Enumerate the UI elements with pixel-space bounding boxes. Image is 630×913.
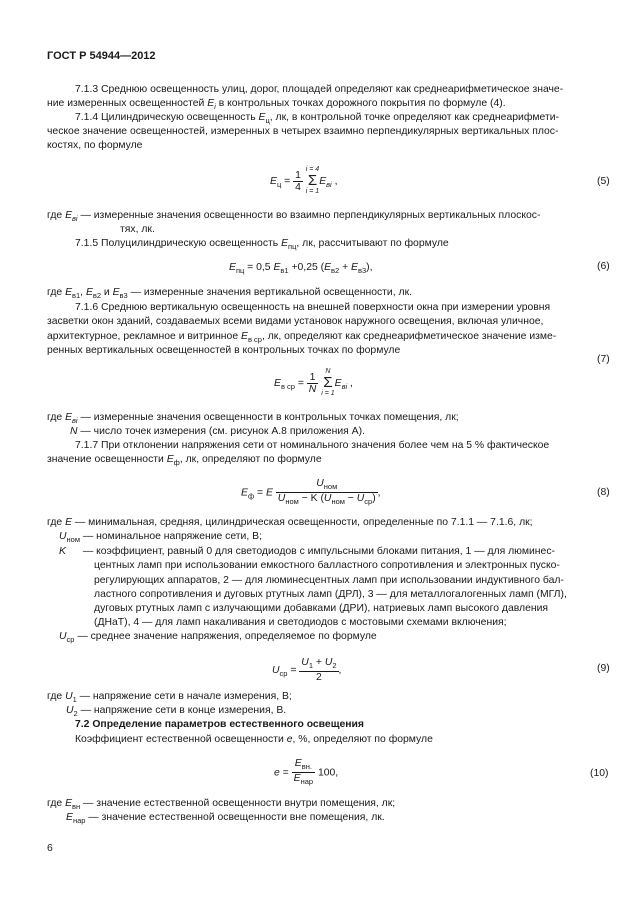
where-9-line2: $U_2$ — напряжение сети в конце измерения, В.: [66, 705, 287, 719]
where-5-line2: тях, лк.: [120, 224, 155, 235]
where-8-K-line1: K — коэффициент, равный 0 для светодиодов с импульсными блоками питания, 1 — для люминес-: [59, 546, 555, 557]
formula-10: e = $\frac{E_{вн.}}{E_{нар}}$ 100,: [274, 758, 339, 787]
formula-5-number: (5): [597, 176, 610, 187]
formula-7-number: (7): [597, 354, 610, 365]
formula-8-number: (8): [597, 487, 610, 498]
where-8-K-line3: регулирующих аппаратов, 2 — для люминесцентных ламп при использовании индуктивного бал-: [94, 575, 564, 586]
section-7-2-title: 7.2 Определение параметров естественного освещения: [75, 719, 364, 730]
formula-9-number: (9): [597, 663, 610, 674]
para-7-1-3-line1: 7.1.3 Среднюю освещенность улиц, дорог, площадей определяют как среднеарифметическое значе-: [75, 84, 564, 95]
document-header: ГОСТ Р 54944—2012: [47, 50, 156, 62]
where-6: где $E_{в1}$, $E_{в2}$ и $E_{в3}$ — измеренные значения вертикальной освещенности, лк.: [47, 287, 413, 301]
where-8-K-line2: центных ламп при использовании емкостного балластного сопротивления и электронных пуско-: [94, 560, 560, 571]
para-7-1-6-line3: архитектурное, рекламное и витринное $E_{в ср}$, лк, определяют как среднеарифметическое значение изме-: [47, 331, 557, 345]
where-8-K-line4: ластного сопротивления и дуговых ртутных ламп (ДРЛ), 3 — для металлогалогенных ламп (МГЛ),: [94, 589, 567, 600]
where-8-K-line5: дуговых ртутных ламп с излучающими добавками (ДРИ), натриевых ламп высокого давления: [94, 603, 549, 614]
formula-5: $E_ц$ = $\frac{1}{4}$ i = 4 Σ i = 1 $E_{вi}$ ,: [270, 166, 338, 195]
where-8-Unom: $U_{ном}$ — номинальное напряжение сети, В;: [59, 531, 262, 545]
para-7-1-4-line3: костях, по формуле: [47, 140, 143, 151]
where-7-line1: где $E_{вi}$ — измеренные значения освещенности в контрольных точках помещения, лк;: [47, 412, 459, 426]
formula-6-number: (6): [597, 261, 610, 272]
where-8-Ucp: $U_{ср}$ — среднее значение напряжения, определяемое по формуле: [59, 631, 377, 645]
where-8-E: где E — минимальная, средняя, цилиндрическая освещенности, определенные по 7.1.1 — 7.1.6, лк;: [47, 517, 533, 528]
formula-8: $E_ф = E$ $\frac{U_{ном}}{U_{ном} - K (U_{ном} - U_{ср})}$ ,: [241, 478, 381, 507]
para-7-1-6-line4: ренных вертикальных освещенностей в контрольных точках по формуле: [47, 345, 401, 356]
section-7-2-intro: Коэффициент естественной освещенности e, %, определяют по формуле: [75, 734, 433, 745]
para-7-1-4-line2: ческое значение освещенностей, измеренных в четырех взаимно перпендикулярных вертикальных плос-: [47, 126, 559, 137]
formula-9: $U_{ср}$ = $\frac{U_1 + U_2}{2}$ ,: [272, 657, 342, 684]
para-7-1-3-line2: ние измеренных освещенностей $E_i$ в контрольных точках дорожного покрытия по формуле (4).: [47, 98, 506, 112]
para-7-1-6-line2: засветки окон зданий, создаваемых всеми видами установок наружного освещения, включая уличное,: [47, 316, 544, 327]
where-9-line1: где $U_1$ — напряжение сети в начале измерения, В;: [47, 691, 292, 705]
para-7-1-6-line1: 7.1.6 Среднюю вертикальную освещенность на внешней поверхности окна при измерении уровня: [75, 302, 551, 313]
where-5-line1: где $E_{вi}$ — измеренные значения освещенности во взаимно перпендикулярных вертикальных плоскос-: [47, 210, 541, 224]
para-7-1-5: 7.1.5 Полуцилиндрическую освещенность $E_{пц}$, лк, рассчитывают по формуле: [75, 238, 449, 252]
page-number: 6: [47, 843, 53, 854]
formula-6: $E_{пц} = 0,5$ $E_{в1} +0,25$ $(E_{в2} + E_{в3})$,: [229, 262, 373, 276]
para-7-1-4-line1: 7.1.4 Цилиндрическую освещенность $E_ц$, лк, в контрольной точке определяют как среднеарифмети-: [75, 112, 559, 126]
where-10-line1: где $E_{вн}$ — значение естественной освещенности внутри помещения, лк;: [47, 798, 396, 812]
where-10-line2: $E_{нар}$ — значение естественной освещенности вне помещения, лк.: [66, 812, 385, 826]
para-7-1-7-line2: значение освещенности $E_ф$, лк, определяют по формуле: [47, 454, 322, 468]
formula-10-number: (10): [590, 768, 609, 779]
formula-7: $E_{в ср}$ = $\frac{1}{N}$ N Σ i = 1 $E_{вi}$ ,: [274, 368, 353, 397]
para-7-1-7-line1: 7.1.7 При отклонении напряжения сети от номинального значения более чем на 5 % фактическое: [75, 440, 550, 451]
where-7-line2: N — число точек измерения (см. рисунок А.8 приложения А).: [70, 426, 365, 437]
where-8-K-line6: (ДНаТ), 4 — для ламп накаливания и светодиодов с мостовыми схемами включения;: [94, 617, 507, 628]
